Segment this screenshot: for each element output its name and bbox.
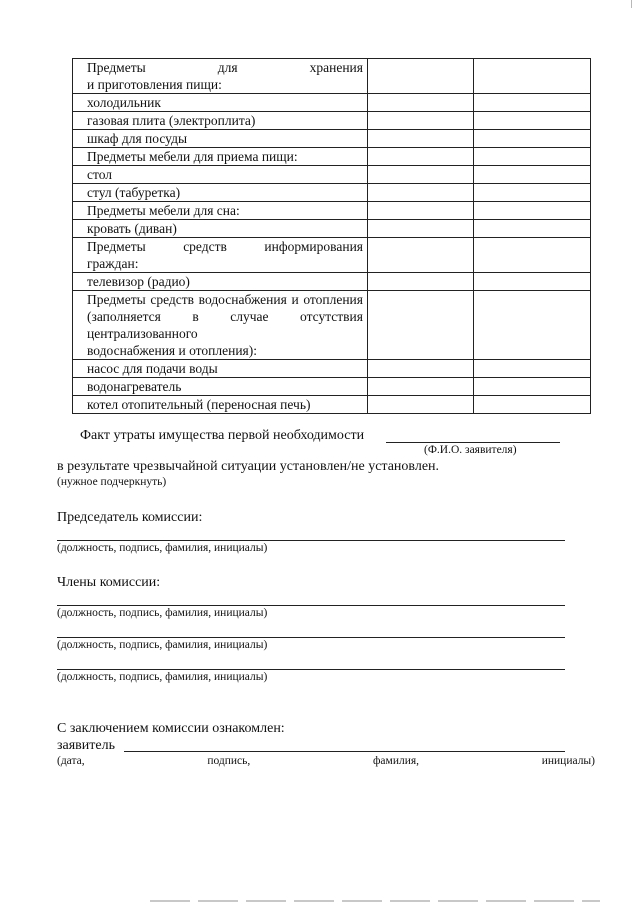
table-row bbox=[73, 202, 591, 220]
applicant-label: заявитель bbox=[57, 738, 115, 753]
item-label: Предметы для хранения bbox=[87, 60, 363, 75]
item-label-continuation: водоснабжения и отопления): bbox=[87, 343, 258, 358]
table-row bbox=[73, 112, 591, 130]
caption-initials: инициалы) bbox=[541, 755, 595, 767]
item-label-cell: Предметы мебели для приема пищи: bbox=[73, 148, 368, 166]
result-text: в результате чрезвычайной ситуации установлен/не установлен. bbox=[57, 459, 440, 474]
member-caption-2: (должность, подпись, фамилия, инициалы) bbox=[57, 639, 268, 651]
applicant-line[interactable] bbox=[124, 751, 565, 752]
item-label-cell: кровать (диван) bbox=[73, 220, 368, 238]
table-row bbox=[73, 59, 591, 94]
value-cell-2[interactable] bbox=[474, 273, 591, 291]
table-row bbox=[73, 378, 591, 396]
value-cell-2[interactable] bbox=[474, 148, 591, 166]
value-cell-1[interactable] bbox=[368, 396, 474, 414]
table-row bbox=[73, 238, 591, 273]
chairman-line[interactable] bbox=[57, 540, 565, 541]
caption-signature: подпись, bbox=[207, 755, 251, 767]
value-cell-2[interactable] bbox=[474, 112, 591, 130]
table-row bbox=[73, 184, 591, 202]
value-cell-1[interactable] bbox=[368, 112, 474, 130]
table-row bbox=[73, 291, 591, 360]
table-row bbox=[73, 166, 591, 184]
member-line-3[interactable] bbox=[57, 669, 565, 670]
item-label-cell bbox=[73, 59, 368, 94]
value-cell-1[interactable] bbox=[368, 148, 474, 166]
value-cell-1[interactable] bbox=[368, 273, 474, 291]
value-cell-1[interactable] bbox=[368, 378, 474, 396]
value-cell-1[interactable] bbox=[368, 360, 474, 378]
item-label: Предметы средств водоснабжения и отопления (заполняется в случае отсутствия централизованного bbox=[87, 292, 363, 341]
item-label-cell: холодильник bbox=[73, 94, 368, 112]
fio-line[interactable] bbox=[386, 442, 560, 443]
item-label-continuation: и приготовления пищи: bbox=[87, 77, 222, 92]
value-cell-2[interactable] bbox=[474, 291, 591, 360]
acquainted-heading: С заключением комиссии ознакомлен: bbox=[57, 721, 285, 736]
value-cell-2[interactable] bbox=[474, 396, 591, 414]
fact-text: Факт утраты имущества первой необходимости bbox=[80, 428, 365, 443]
value-cell-2[interactable] bbox=[474, 184, 591, 202]
chairman-caption: (должность, подпись, фамилия, инициалы) bbox=[57, 542, 268, 554]
item-label-cell: телевизор (радио) bbox=[73, 273, 368, 291]
table-row bbox=[73, 396, 591, 414]
item-label-cell bbox=[73, 238, 368, 273]
item-label-cell: шкаф для посуды bbox=[73, 130, 368, 148]
value-cell-2[interactable] bbox=[474, 130, 591, 148]
item-label-continuation: граждан: bbox=[87, 256, 139, 271]
value-cell-1[interactable] bbox=[368, 202, 474, 220]
value-cell-2[interactable] bbox=[474, 220, 591, 238]
item-label: Предметы средств информирования bbox=[87, 239, 363, 254]
caption-surname: фамилия, bbox=[372, 755, 420, 767]
item-label-cell bbox=[73, 291, 368, 360]
caption-date: (дата, bbox=[57, 755, 85, 767]
value-cell-2[interactable] bbox=[474, 94, 591, 112]
value-cell-1[interactable] bbox=[368, 94, 474, 112]
table-row bbox=[73, 360, 591, 378]
member-line-2[interactable] bbox=[57, 637, 565, 638]
item-label-cell: насос для подачи воды bbox=[73, 360, 368, 378]
table-row bbox=[73, 273, 591, 291]
value-cell-2[interactable] bbox=[474, 378, 591, 396]
value-cell-2[interactable] bbox=[474, 360, 591, 378]
item-label-cell: стол bbox=[73, 166, 368, 184]
item-label-cell: котел отопительный (переносная печь) bbox=[73, 396, 368, 414]
item-label-cell: водонагреватель bbox=[73, 378, 368, 396]
value-cell-1[interactable] bbox=[368, 166, 474, 184]
member-caption-3: (должность, подпись, фамилия, инициалы) bbox=[57, 671, 268, 683]
item-label-cell: газовая плита (электроплита) bbox=[73, 112, 368, 130]
value-cell-2[interactable] bbox=[474, 202, 591, 220]
table-row bbox=[73, 148, 591, 166]
value-cell-1[interactable] bbox=[368, 238, 474, 273]
table-row bbox=[73, 220, 591, 238]
members-heading: Члены комиссии: bbox=[57, 575, 161, 590]
scan-mark-top-right bbox=[631, 0, 632, 8]
result-note: (нужное подчеркнуть) bbox=[57, 476, 167, 488]
value-cell-2[interactable] bbox=[474, 238, 591, 273]
chairman-heading: Председатель комиссии: bbox=[57, 510, 203, 525]
table-row bbox=[73, 94, 591, 112]
item-label-cell: стул (табуретка) bbox=[73, 184, 368, 202]
value-cell-1[interactable] bbox=[368, 291, 474, 360]
applicant-caption bbox=[57, 755, 595, 767]
member-caption-1: (должность, подпись, фамилия, инициалы) bbox=[57, 607, 268, 619]
value-cell-1[interactable] bbox=[368, 59, 474, 94]
value-cell-2[interactable] bbox=[474, 59, 591, 94]
item-label-cell: Предметы мебели для сна: bbox=[73, 202, 368, 220]
value-cell-1[interactable] bbox=[368, 220, 474, 238]
table-row bbox=[73, 130, 591, 148]
scan-mark-bottom bbox=[150, 900, 600, 902]
fio-caption: (Ф.И.О. заявителя) bbox=[424, 444, 517, 456]
value-cell-1[interactable] bbox=[368, 130, 474, 148]
value-cell-2[interactable] bbox=[474, 166, 591, 184]
value-cell-1[interactable] bbox=[368, 184, 474, 202]
property-table bbox=[72, 58, 591, 414]
member-line-1[interactable] bbox=[57, 605, 565, 606]
